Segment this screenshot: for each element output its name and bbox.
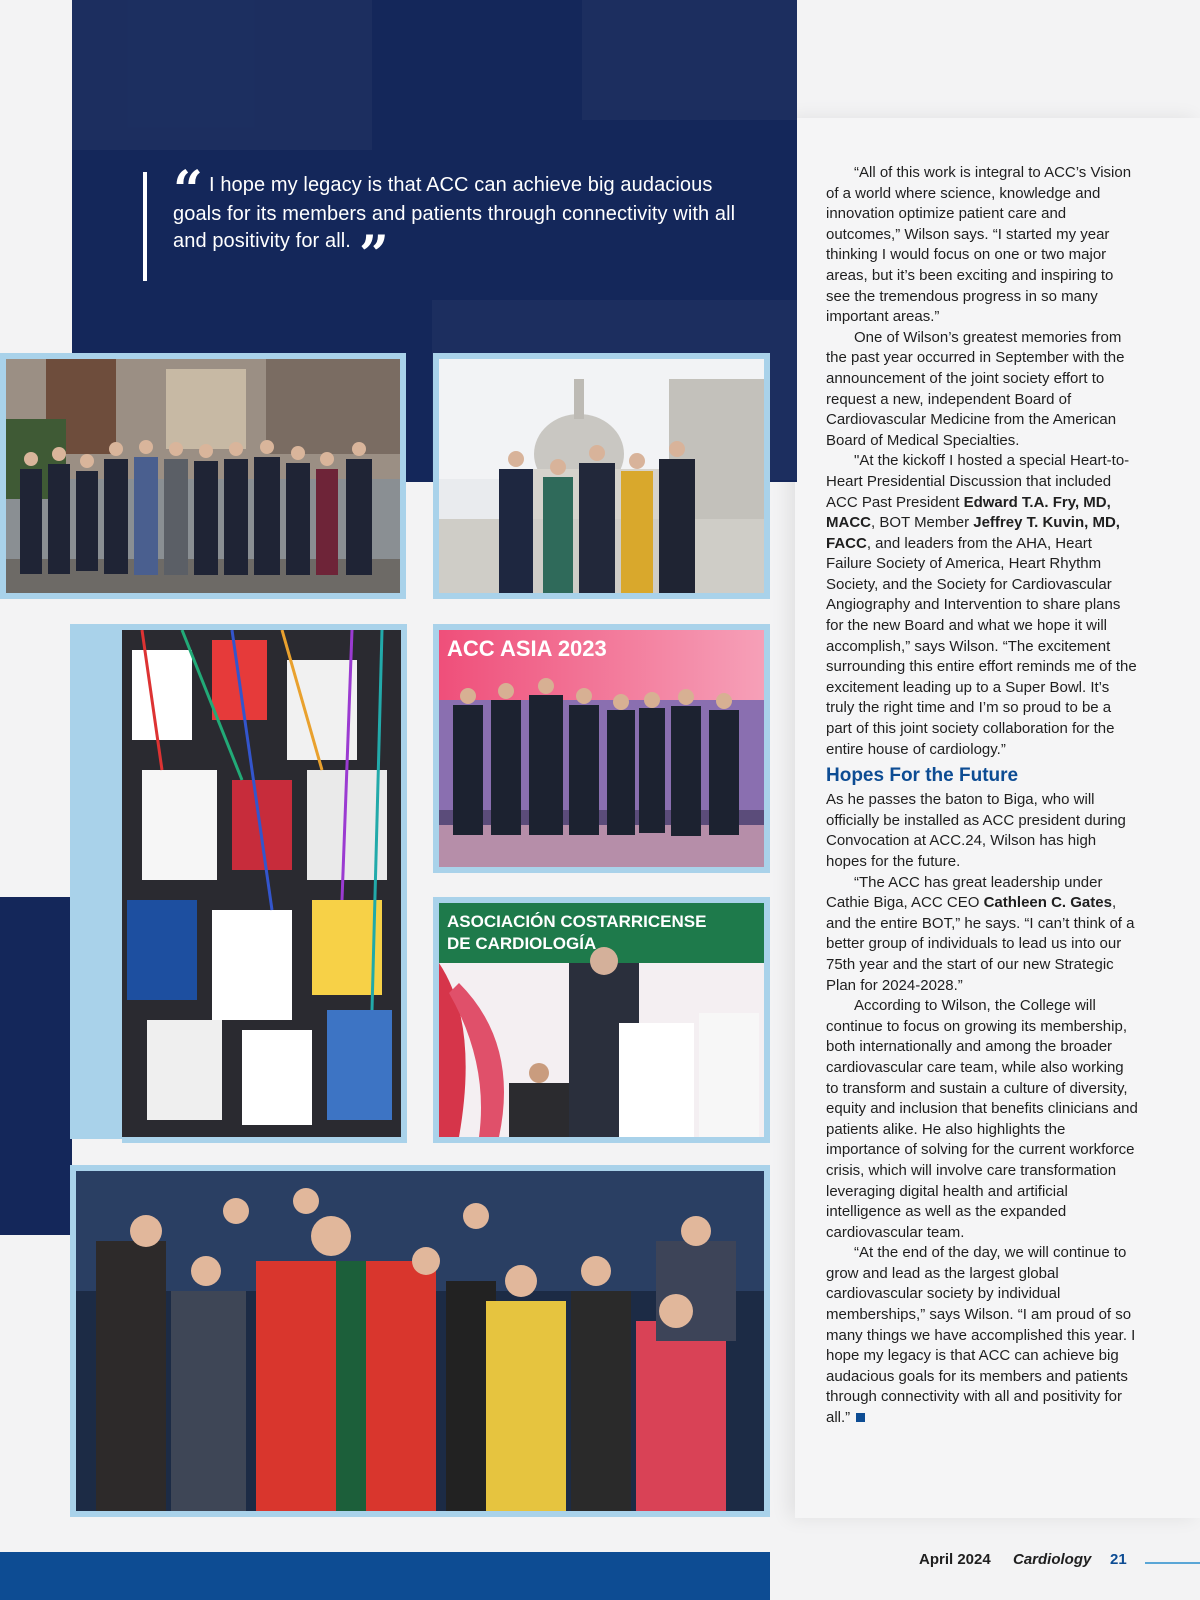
page-number: 21 xyxy=(1110,1551,1127,1568)
section-heading: Hopes For the Future xyxy=(826,765,1019,787)
person-name: Jeffrey T. Kuvin, MD, FACC xyxy=(826,514,1120,552)
photo-conference-badges xyxy=(122,624,407,1143)
page-footer xyxy=(900,1551,1200,1579)
article-paragraph: “All of this work is integral to ACC’s Vision of a world where science, knowledge and innovation optimize patient care and outcomes,” Wilson says. “I started my year thinking I would focus on one or two major areas, but it’s been exciting and inspiring to see the tremendous progress in so many important areas.” xyxy=(826,164,1132,326)
article-paragraph: “The ACC has great leadership under Cathie Biga, ACC CEO Cathleen C. Gates, and the entire BOT,” he says. “I can’t think of a better group of individuals to lead us into our 75th year and the start of our new Strategic Plan for 2024-2028.” xyxy=(826,873,1135,994)
issue-date: April 2024 xyxy=(919,1551,991,1568)
navy-side-block xyxy=(0,897,72,1235)
article-body xyxy=(826,163,1138,1429)
acc-asia-banner-text: ACC ASIA 2023 xyxy=(447,636,607,661)
photo-acc-asia xyxy=(433,624,770,873)
photo-group-street xyxy=(0,353,406,599)
photo-celebration-group xyxy=(70,1165,770,1517)
costa-rica-banner-line2: DE CARDIOLOGÍA xyxy=(447,934,597,953)
article-paragraph: “At the end of the day, we will continue to grow and lead as the largest global cardiovascular society by individual memberships,” says Wilson. “I am proud of so many things we have accomplished this year. I hope my legacy is that ACC can achieve big audacious goals for its members and patients through connectivity with all and positivity for all.” xyxy=(826,1244,1136,1427)
close-quote-icon: ” xyxy=(358,225,389,286)
light-blue-side-block xyxy=(70,624,130,1139)
open-quote-icon: “ xyxy=(173,160,204,221)
end-mark-icon xyxy=(856,1413,865,1422)
person-name: Edward T.A. Fry, MD, MACC xyxy=(826,493,1111,532)
photo-costa-rica-podium xyxy=(433,897,770,1143)
article-paragraph: As he passes the baton to Biga, who will officially be installed as ACC president during Convocation at ACC.24, Wilson has high hopes for the future. xyxy=(826,791,1126,870)
pull-quote-text: I hope my legacy is that ACC can achieve big audacious goals for its members and patients through connectivity with all and positivity for all. xyxy=(173,174,736,252)
photo-capitol-group xyxy=(433,353,770,599)
article-paragraph: "At the kickoff I hosted a special Heart-to-Heart Presidential Discussion that included ACC Past President Edward T.A. Fry, MD, MACC, BOT Member Jeffrey T. Kuvin, MD, FACC, and leaders from the AHA, Heart Failure Society of America, Heart Rhythm Society, and the Society for Cardiovascular Angiography and Intervention to share plans for the new Board and what we hope it will accomplish,” says Wilson. “The excitement surrounding this entire effort reminds me of the excitement leading up to a Super Bowl. It’s truly the right time and I’m so proud to be a part of this joint society collaboration for the entire house of cardiology.” xyxy=(826,452,1137,758)
magazine-name: Cardiology xyxy=(1013,1551,1092,1568)
pull-quote xyxy=(143,160,747,286)
footer-rule xyxy=(1145,1562,1200,1564)
costa-rica-banner-line1: ASOCIACIÓN COSTARRICENSE xyxy=(447,912,707,931)
article-paragraph: One of Wilson’s greatest memories from the past year occurred in September with the announcement of the joint society effort to request a new, independent Board of Cardiovascular Medicine from the American Board of Medical Specialties. xyxy=(826,328,1125,449)
article-paragraph: According to Wilson, the College will continue to focus on growing its membership, both internationally and among the broader cardiovascular care team, while also working to transform and sustain a culture of diversity, equity and inclusion that benefits clinicians and patients alike. He also highlights the importance of solving for the current workforce crisis, which will involve care transformation leveraging digital health and artificial intelligence as well as the expanded cardiovascular team. xyxy=(826,997,1138,1241)
bottom-blue-bar xyxy=(0,1552,770,1600)
person-name: Cathleen C. Gates xyxy=(983,894,1112,912)
